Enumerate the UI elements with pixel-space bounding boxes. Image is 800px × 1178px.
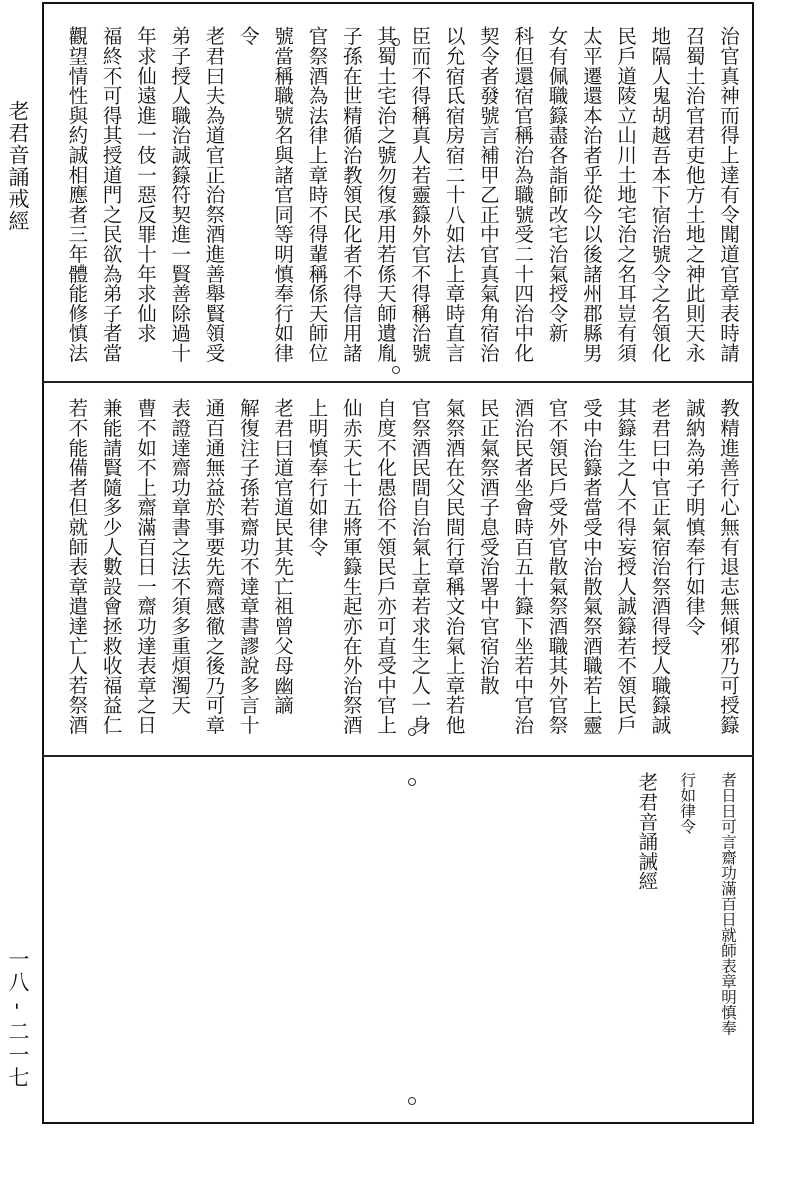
text-column: 解復注子孫若齋功不達章書謬說多言十: [236, 398, 260, 735]
text-column: 女有佩職籙盡各詣師改宅治氣授令新: [545, 26, 569, 343]
text-column: 科但還宿官稱治為職號受二十四治中化: [511, 26, 535, 363]
text-column: 契令者發號言補甲乙正中官真氣角宿治: [476, 26, 500, 363]
text-panel-middle: [62, 398, 748, 750]
text-column: 兼能請賢隨多少人數設會拯救收福益仁: [99, 398, 123, 735]
text-column: 子孫在世精循治教領民化者不得信用諸: [339, 26, 363, 363]
text-column: 自度不化愚俗不領民戶亦可直受中官上: [374, 398, 398, 735]
text-column: 官不領民戶受外官散氣祭酒職其外官祭: [545, 398, 569, 735]
text-column: 弟子授人職治誠籙符契進一賢善除過十: [168, 26, 192, 363]
text-column: 年求仙遠進一伎一惡反罪十年求仙求: [133, 26, 157, 343]
text-column: 官祭酒民間自治氣上章若求生之人一身: [408, 398, 432, 735]
text-column: 表證達齋功章書之法不須多重煩濁天: [168, 398, 192, 715]
text-column: 氣祭酒在父民間行章稱文治氣上章若他: [442, 398, 466, 735]
text-column: 若不能備者但就師表章遣達亡人若祭酒: [65, 398, 89, 735]
text-column: 老君音誦誡經: [635, 772, 659, 891]
text-column: 老君曰道官道民其先亡祖曾父母幽謫: [271, 398, 295, 715]
text-column: 者日日可言齋功滿百日就師表章明慎奉: [719, 772, 737, 1036]
text-panel-bottom: [62, 772, 748, 1117]
text-column: 以允宿氐宿房宿二十八如法上章時直言: [442, 26, 466, 363]
text-column: 老君曰中官正氣宿治祭酒得授人職籙誠: [648, 398, 672, 735]
panel-divider-upper: [42, 381, 754, 383]
text-panel-top: [62, 26, 748, 378]
text-column: 其籙生之人不得妄授人誠籙若不領民戶: [614, 398, 638, 735]
panel-divider-lower: [42, 755, 754, 757]
text-column: 受中治籙者當受中治散氣祭酒職若上靈: [579, 398, 603, 735]
section-marker-circle: [392, 366, 400, 374]
text-column: 福終不可得其授道門之民欲為弟子者當: [99, 26, 123, 363]
text-column: 號當稱職號名與諸官同等明慎奉行如律: [271, 26, 295, 363]
text-column: 其蜀土宅治之號勿復承用若係天師遺胤: [374, 26, 398, 363]
text-column: 官祭酒為法律上章時不得輩稱係天師位: [305, 26, 329, 363]
text-column: 通百通無益於事要先齋感徹之後乃可章: [202, 398, 226, 735]
text-column: 教精進善行心無有退志無傾邪乃可授籙: [717, 398, 740, 735]
text-column: 行如律令: [678, 772, 697, 834]
scripture-title-margin: 老君音誦戒經: [6, 100, 30, 232]
text-column: 太平遷還本治者乎從今以後諸州郡縣男: [579, 26, 603, 363]
text-column: 觀望情性與約誠相應者三年體能修慎法: [65, 26, 89, 363]
text-column: 令: [236, 26, 260, 46]
text-column: 誠納為弟子明慎奉行如律令: [682, 398, 706, 636]
section-marker-circle: [408, 1097, 416, 1105]
section-marker-circle: [408, 728, 416, 736]
page-number-margin: 一八 - 二一七: [6, 948, 30, 1090]
text-column: 上明慎奉行如律令: [305, 398, 329, 557]
text-column: 酒治民者坐會時百五十籙下坐若中官治: [511, 398, 535, 735]
text-column: 召蜀土治官君吏他方土地之神此則天永: [682, 26, 706, 363]
section-marker-circle: [392, 38, 400, 46]
text-column: 臣而不得稱真人若靈籙外官不得稱治號: [408, 26, 432, 363]
text-column: 仙赤天七十五將軍籙生起亦在外治祭酒: [339, 398, 363, 735]
text-column: 民戶道陵立山川土地宅治之名耳豈有須: [614, 26, 638, 363]
text-column: 治官真神而得上達有令聞道官章表時請: [717, 26, 740, 363]
text-column: 地隔人鬼胡越吾本下宿治號令之名領化: [648, 26, 672, 363]
text-column: 老君曰夫為道官正治祭酒進善舉賢領受: [202, 26, 226, 363]
section-marker-circle: [408, 778, 416, 786]
text-column: 曹不如不上齋滿百日一齋功達表章之日: [133, 398, 157, 735]
text-column: 民正氣祭酒子息受治署中官宿治散: [476, 398, 500, 695]
